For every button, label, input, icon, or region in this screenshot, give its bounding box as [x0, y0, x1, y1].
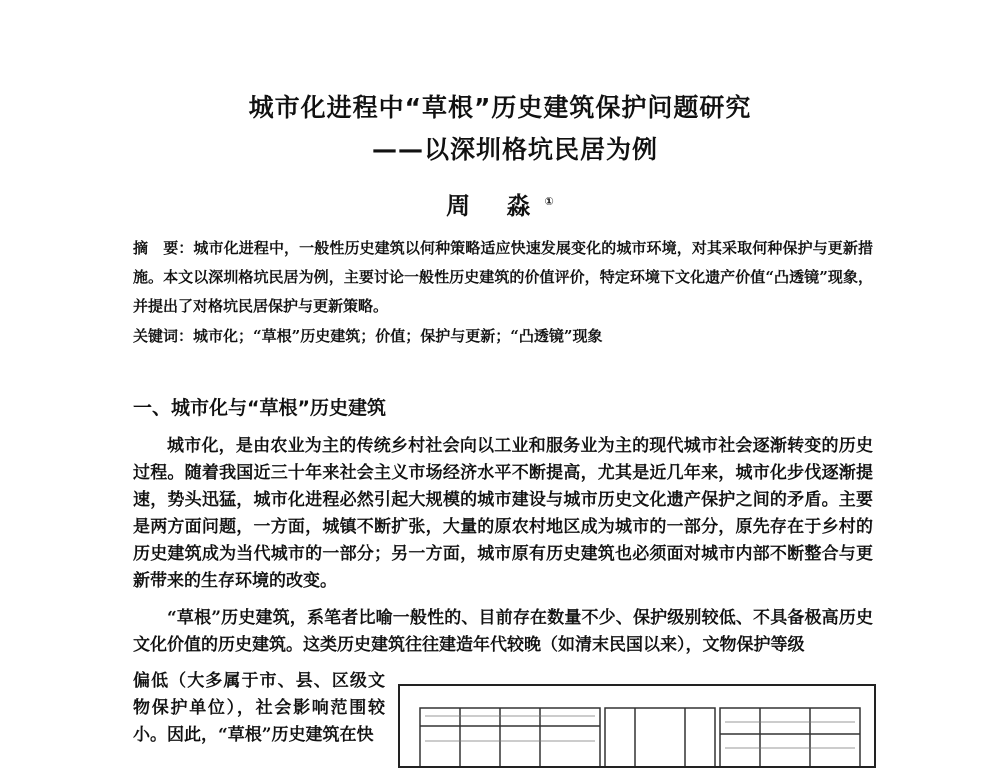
body-paragraph-2: “草根”历史建筑，系笔者比喻一般性的、目前存在数量不少、保护级别较低、不具备极高历史文化价值的历史建筑。这类历史建筑往往建造年代较晚（如清末民国以来），文物保护等级 — [133, 608, 873, 655]
abstract-label: 摘 要： — [133, 239, 194, 257]
body-paragraph-3: 偏低（大多属于市、县、区级文物保护单位），社会影响范围较小。因此，“草根”历史建筑在快 — [133, 671, 385, 745]
figure-drawing — [398, 684, 876, 768]
abstract-block — [133, 234, 873, 321]
paper-subtitle: ——以深圳格坑民居为例 — [372, 135, 659, 164]
floor-plan-drawing — [400, 686, 874, 766]
keywords-block — [133, 322, 873, 351]
body-paragraph-1: 城市化，是由农业为主的传统乡村社会向以工业和服务业为主的现代城市社会逐渐转变的历史过程。随着我国近三十年来社会主义市场经济水平不断提高，尤其是近几年来，城市化步伐逐渐提速，势头迅猛，城市化进程必然引起大规模的城市建设与城市历史文化遗产保护之间的矛盾。主要是两方面问题，一方面，城镇不断扩张，大量的原农村地区成为城市的一部分，原先存在于乡村的历史建筑成为当代城市的一部分；另一方面，城市原有历史建筑也必须面对城市内部不断整合与更新带来的生存环境的改变。 — [133, 436, 873, 591]
author-line — [0, 186, 1000, 221]
author-name: 周 淼 — [446, 192, 545, 220]
paper-title: 城市化进程中“草根”历史建筑保护问题研究 — [248, 93, 752, 122]
author-footnote-marker: ① — [544, 195, 554, 208]
keywords-label: 关键词： — [133, 327, 194, 345]
keywords-text: 城市化；“草根”历史建筑；价值；保护与更新；“凸透镜”现象 — [193, 327, 603, 345]
abstract-text: 城市化进程中，一般性历史建筑以何种策略适应快速发展变化的城市环境，对其采取何种保护与更新措施。本文以深圳格坑民居为例，主要讨论一般性历史建筑的价值评价，特定环境下文化遗产价值“凸透镜”现象，并提出了对格坑民居保护与更新策略。 — [133, 239, 873, 315]
section-heading: 一、城市化与“草根”历史建筑 — [133, 397, 386, 419]
